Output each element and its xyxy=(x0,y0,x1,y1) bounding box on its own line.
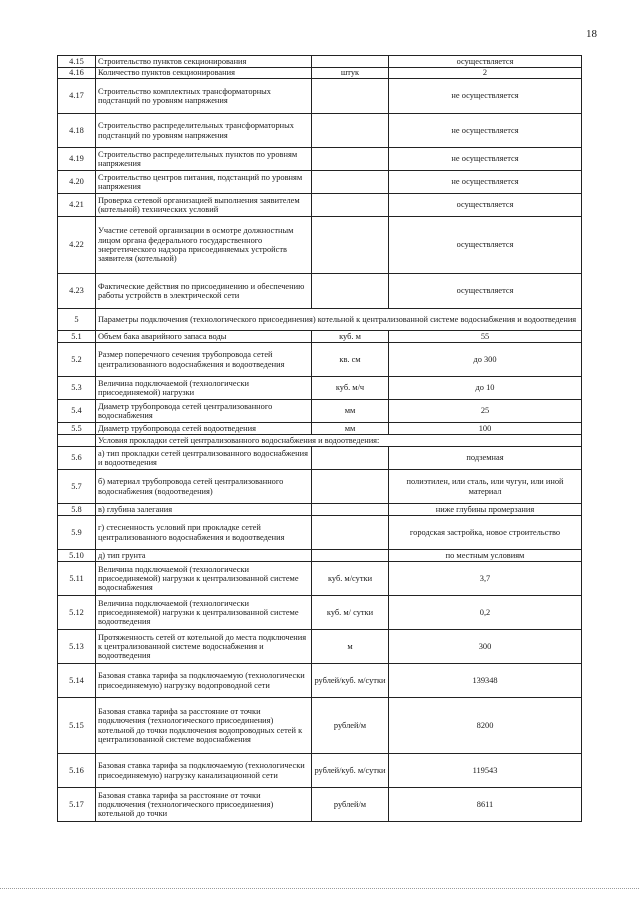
row-value: 8611 xyxy=(389,788,582,822)
table-row xyxy=(58,550,582,562)
row-number: 5.7 xyxy=(58,470,96,504)
row-description: г) стесненность условий при прокладке сетей централизованного водоснабжения и водоотведения xyxy=(96,516,312,550)
row-number: 5.15 xyxy=(58,698,96,754)
row-number: 5.9 xyxy=(58,516,96,550)
table-row xyxy=(58,68,582,79)
row-unit xyxy=(312,194,389,217)
row-description: Величина подключаемой (технологически присоединяемой) нагрузки к централизованной системе водоотведения xyxy=(96,596,312,630)
parameters-table-body xyxy=(58,56,582,822)
row-description: Базовая ставка тарифа за расстояние от точки подключения (технологического присоединения) котельной до точки xyxy=(96,788,312,822)
page-bottom-divider xyxy=(0,888,639,889)
row-description: Базовая ставка тарифа за подключаемую (технологически присоединяемую) нагрузку водопроводной сети xyxy=(96,664,312,698)
row-unit: рублей/м xyxy=(312,788,389,822)
row-description: Базовая ставка тарифа за подключаемую (технологически присоединяемую) нагрузку канализационной сети xyxy=(96,754,312,788)
parameters-table xyxy=(57,55,582,822)
row-value: полиэтилен, или сталь, или чугун, или иной материал xyxy=(389,470,582,504)
row-unit: мм xyxy=(312,423,389,435)
row-value: 8200 xyxy=(389,698,582,754)
row-number: 4.21 xyxy=(58,194,96,217)
row-description: Участие сетевой организации в осмотре должностным лицом органа федерального государственного энергетического надзора присоединяемых устройств заявителя (котельной) xyxy=(96,217,312,274)
row-description: а) тип прокладки сетей централизованного водоснабжения и водоотведения xyxy=(96,447,312,470)
row-unit: рублей/куб. м/сутки xyxy=(312,754,389,788)
row-unit: куб. м xyxy=(312,331,389,343)
row-value: 0,2 xyxy=(389,596,582,630)
row-number: 5.13 xyxy=(58,630,96,664)
row-number: 5.5 xyxy=(58,423,96,435)
row-unit xyxy=(312,470,389,504)
table-row xyxy=(58,309,582,331)
table-row xyxy=(58,79,582,114)
row-unit: куб. м/ сутки xyxy=(312,596,389,630)
table-row xyxy=(58,435,582,447)
row-number: 5.12 xyxy=(58,596,96,630)
row-value: не осуществляется xyxy=(389,114,582,148)
row-description: Диаметр трубопровода сетей водоотведения xyxy=(96,423,312,435)
row-number: 5.6 xyxy=(58,447,96,470)
row-unit xyxy=(312,114,389,148)
row-value: осуществляется xyxy=(389,194,582,217)
table-row xyxy=(58,788,582,822)
table-row xyxy=(58,423,582,435)
row-value: 100 xyxy=(389,423,582,435)
row-number: 5.4 xyxy=(58,400,96,423)
table-row xyxy=(58,562,582,596)
row-unit xyxy=(312,56,389,68)
table-row xyxy=(58,516,582,550)
row-number: 5 xyxy=(58,309,96,331)
row-description: Фактические действия по присоединению и обеспечению работы устройств в электрической сети xyxy=(96,274,312,309)
row-unit xyxy=(312,274,389,309)
row-value: 119543 xyxy=(389,754,582,788)
row-number: 5.2 xyxy=(58,343,96,377)
table-row xyxy=(58,470,582,504)
table-row xyxy=(58,698,582,754)
table-row xyxy=(58,331,582,343)
row-number: 5.1 xyxy=(58,331,96,343)
row-number: 5.17 xyxy=(58,788,96,822)
row-unit xyxy=(312,516,389,550)
row-description: Величина подключаемой (технологически присоединяемой) нагрузки к централизованной системе водоснабжения xyxy=(96,562,312,596)
table-row xyxy=(58,274,582,309)
table-row xyxy=(58,56,582,68)
table-row xyxy=(58,343,582,377)
row-number: 4.18 xyxy=(58,114,96,148)
row-value: 25 xyxy=(389,400,582,423)
row-unit: мм xyxy=(312,400,389,423)
row-description: Протяженность сетей от котельной до места подключения к централизованной системе водоснабжения и водоотведения xyxy=(96,630,312,664)
row-unit: куб. м/ч xyxy=(312,377,389,400)
row-value: не осуществляется xyxy=(389,79,582,114)
row-value: 300 xyxy=(389,630,582,664)
row-description: Количество пунктов секционирования xyxy=(96,68,312,79)
row-number: 4.22 xyxy=(58,217,96,274)
row-unit xyxy=(312,447,389,470)
row-number: 4.15 xyxy=(58,56,96,68)
row-value: ниже глубины промерзания xyxy=(389,504,582,516)
row-description: Объем бака аварийного запаса воды xyxy=(96,331,312,343)
row-number: 5.10 xyxy=(58,550,96,562)
row-value: осуществляется xyxy=(389,56,582,68)
row-description: Строительство распределительных трансформаторных подстанций по уровням напряжения xyxy=(96,114,312,148)
row-unit xyxy=(312,79,389,114)
row-value: 139348 xyxy=(389,664,582,698)
row-number: 4.20 xyxy=(58,171,96,194)
row-value: осуществляется xyxy=(389,217,582,274)
row-number: 5.3 xyxy=(58,377,96,400)
row-number: 4.23 xyxy=(58,274,96,309)
row-unit: рублей/м xyxy=(312,698,389,754)
row-description: Строительство центров питания, подстанций по уровням напряжения xyxy=(96,171,312,194)
table-row xyxy=(58,630,582,664)
row-unit xyxy=(312,148,389,171)
section-heading: Параметры подключения (технологического присоединения) котельной к централизованной системе водоснабжения и водоотведения xyxy=(96,309,582,331)
table-row xyxy=(58,194,582,217)
row-value: 2 xyxy=(389,68,582,79)
row-description: Базовая ставка тарифа за расстояние от точки подключения (технологического присоединения) котельной до точки подключения водопроводных сетей к централизованной системе водоснабжения xyxy=(96,698,312,754)
row-value: до 300 xyxy=(389,343,582,377)
table-row xyxy=(58,447,582,470)
table-row xyxy=(58,504,582,516)
table-row xyxy=(58,754,582,788)
row-unit xyxy=(312,550,389,562)
row-description: Строительство распределительных пунктов по уровням напряжения xyxy=(96,148,312,171)
row-number: 5.11 xyxy=(58,562,96,596)
row-value: по местным условиям xyxy=(389,550,582,562)
row-unit: м xyxy=(312,630,389,664)
table-row xyxy=(58,171,582,194)
row-description: б) материал трубопровода сетей централизованного водоснабжения (водоотведения) xyxy=(96,470,312,504)
row-description: Величина подключаемой (технологически присоединяемой) нагрузки xyxy=(96,377,312,400)
row-value: подземная xyxy=(389,447,582,470)
row-value: 55 xyxy=(389,331,582,343)
row-unit: штук xyxy=(312,68,389,79)
row-unit: кв. см xyxy=(312,343,389,377)
row-description: Строительство пунктов секционирования xyxy=(96,56,312,68)
row-value: 3,7 xyxy=(389,562,582,596)
row-description: Размер поперечного сечения трубопровода сетей централизованного водоснабжения и водоотведения xyxy=(96,343,312,377)
row-number: 4.19 xyxy=(58,148,96,171)
row-value: до 10 xyxy=(389,377,582,400)
table-row xyxy=(58,664,582,698)
row-unit: куб. м/сутки xyxy=(312,562,389,596)
row-number: 5.14 xyxy=(58,664,96,698)
row-value: не осуществляется xyxy=(389,171,582,194)
page-number: 18 xyxy=(586,28,597,40)
row-description: в) глубина залегания xyxy=(96,504,312,516)
table-row xyxy=(58,217,582,274)
table-row xyxy=(58,114,582,148)
row-unit xyxy=(312,504,389,516)
row-unit: рублей/куб. м/сутки xyxy=(312,664,389,698)
row-number: 4.17 xyxy=(58,79,96,114)
row-value: осуществляется xyxy=(389,274,582,309)
section-heading: Условия прокладки сетей централизованного водоснабжения и водоотведения: xyxy=(96,435,582,447)
table-row xyxy=(58,400,582,423)
row-unit xyxy=(312,217,389,274)
row-number: 4.16 xyxy=(58,68,96,79)
row-number: 5.8 xyxy=(58,504,96,516)
table-row xyxy=(58,596,582,630)
row-unit xyxy=(312,171,389,194)
row-number xyxy=(58,435,96,447)
row-value: городская застройка, новое строительство xyxy=(389,516,582,550)
row-description: Диаметр трубопровода сетей централизованного водоснабжения xyxy=(96,400,312,423)
row-number: 5.16 xyxy=(58,754,96,788)
row-description: д) тип грунта xyxy=(96,550,312,562)
table-row xyxy=(58,148,582,171)
row-description: Строительство комплектных трансформаторных подстанций по уровням напряжения xyxy=(96,79,312,114)
row-description: Проверка сетевой организацией выполнения заявителем (котельной) технических условий xyxy=(96,194,312,217)
row-value: не осуществляется xyxy=(389,148,582,171)
table-row xyxy=(58,377,582,400)
